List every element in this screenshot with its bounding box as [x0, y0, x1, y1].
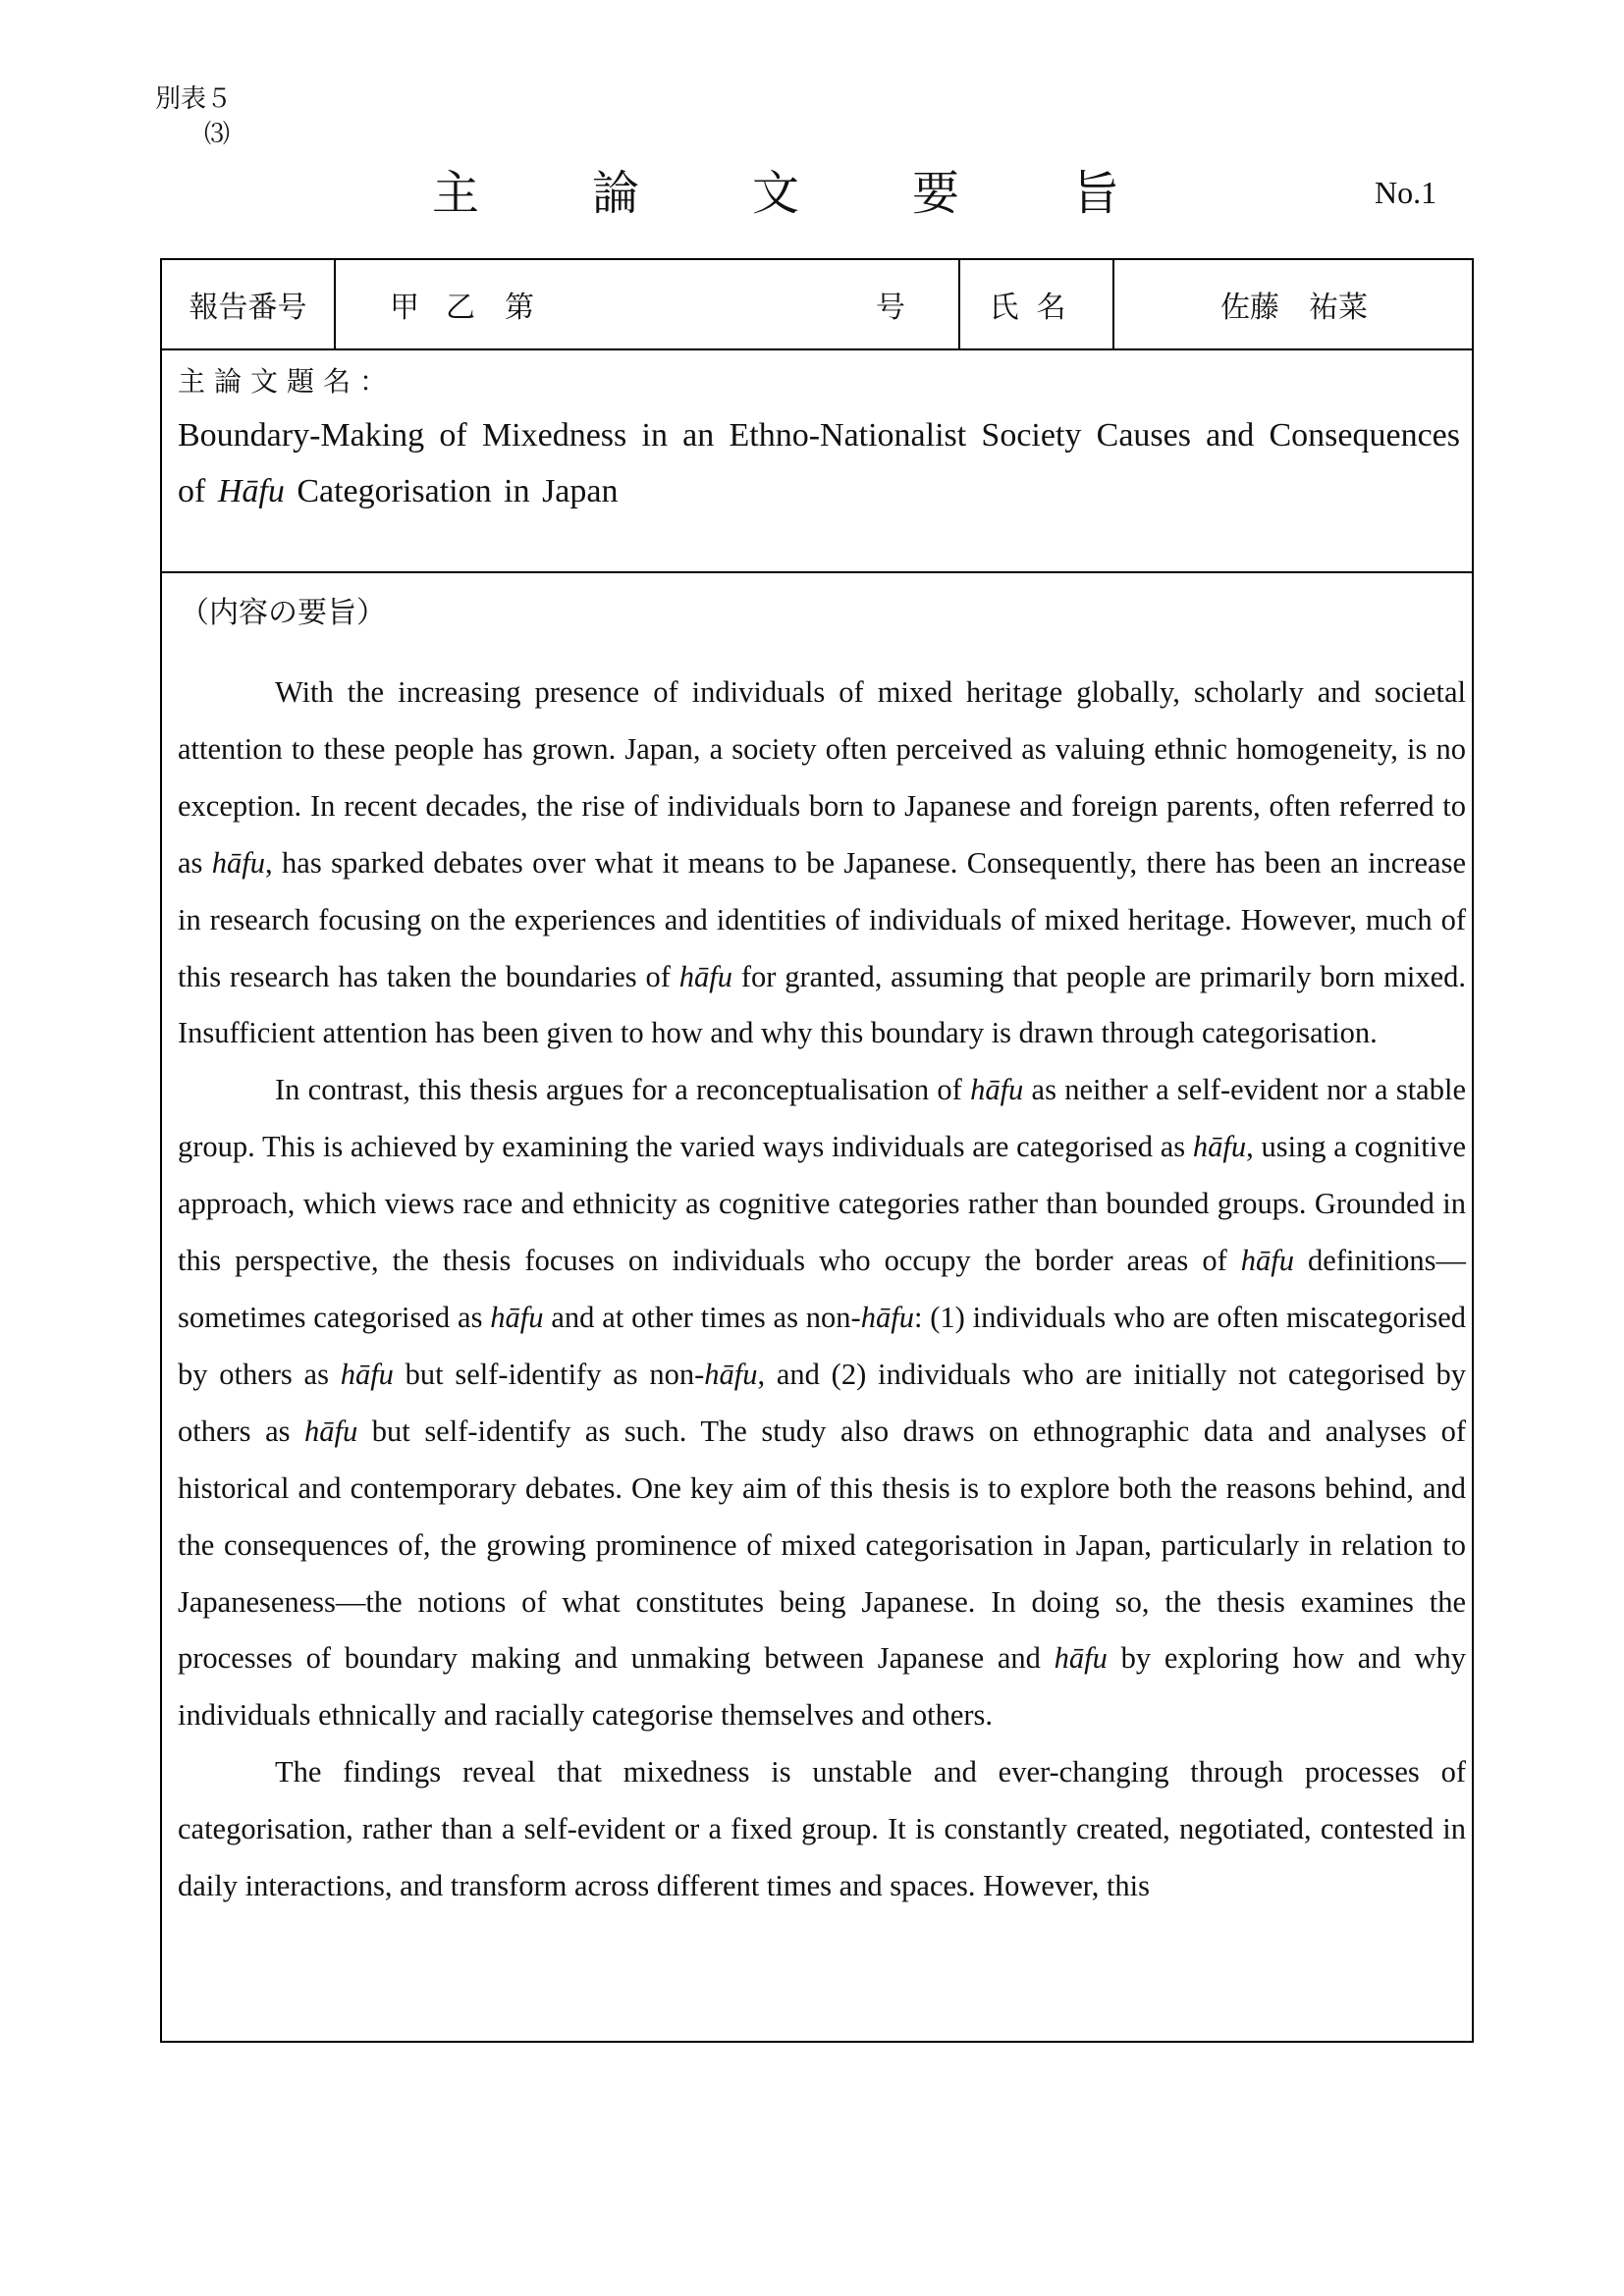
text-run: and at other times as non- — [543, 1300, 861, 1334]
abstract-body — [178, 665, 1466, 1915]
text-run: : (1) individuals who are often miscategorised by others as — [178, 1300, 1466, 1391]
italic-term: hāfu — [490, 1300, 544, 1334]
italic-term: hāfu — [1192, 1130, 1247, 1164]
main-title-char: 文 — [751, 166, 799, 221]
summary-label: （内容の要旨） — [180, 596, 386, 630]
summary-form — [160, 258, 1474, 2043]
page-number: No.1 — [1375, 175, 1437, 210]
report-kou: 甲 — [390, 291, 419, 325]
document-label: 別表５ — [155, 84, 233, 113]
text-run: , has sparked debates over what it means to be Japanese. Consequently, there has been an increase in research focusing on the experiences and identities of individuals of mixed heritage. However, much of this research has taken the boundaries of — [178, 845, 1466, 993]
thesis-title-section — [162, 350, 1472, 573]
name-label: 氏名 — [960, 260, 1114, 348]
name-value: 佐藤 祐菜 — [1220, 291, 1368, 325]
main-title — [432, 155, 1119, 223]
italic-term: hāfu — [340, 1357, 394, 1391]
text-run: , using a cognitive approach, which views race and ethnicity as cognitive categories rather than bounded groups. Grounded in this perspective, the thesis focuses on individuals who occupy the border areas of — [178, 1130, 1466, 1278]
report-go: 号 — [876, 291, 905, 325]
report-number-label: 報告番号 — [162, 260, 336, 348]
abstract-paragraph — [178, 1744, 1466, 1915]
main-title-char: 旨 — [1071, 166, 1119, 221]
text-run: , and (2) individuals who are initially not categorised by others as — [178, 1357, 1466, 1448]
thesis-title-part1: Boundary-Making of Mixedness in an Ethno-Nationalist Society Causes and Consequences of — [178, 417, 1460, 509]
abstract-paragraph — [178, 1062, 1466, 1744]
thesis-title-part2: Categorisation in Japan — [284, 473, 619, 509]
report-otsu: 乙 — [446, 291, 475, 325]
text-run: With the increasing presence of individuals of mixed heritage globally, scholarly and societal attention to these people has grown. Japan, a society often perceived as valuing ethnic homogeneity, is no exception. In recent decades, the rise of individuals born to Japanese and foreign parents, often referred to as — [178, 675, 1466, 880]
thesis-title — [178, 407, 1460, 519]
thesis-title-label: 主論文題名： — [178, 365, 397, 398]
thesis-title-italic: Hāfu — [217, 473, 285, 509]
text-run: In contrast, this thesis argues for a reconceptualisation of — [275, 1073, 971, 1107]
italic-term: hāfu — [704, 1357, 758, 1391]
main-title-char: 要 — [911, 166, 959, 221]
italic-term: hāfu — [1240, 1244, 1294, 1278]
text-run: by exploring how and why individuals ethnically and racially categorise themselves and others. — [178, 1641, 1467, 1733]
italic-term: hāfu — [211, 845, 266, 880]
text-run: The findings reveal that mixedness is unstable and ever-changing through processes of categorisation, rather than a self-evident or a fixed group. It is constantly created, negotiated, contested in daily interactions, and transform across different times and spaces. However, this — [178, 1755, 1466, 1903]
italic-term: hāfu — [1054, 1641, 1108, 1676]
document-sub-number: ⑶ — [204, 120, 231, 148]
main-title-char: 論 — [591, 166, 639, 221]
report-number-field — [336, 260, 960, 348]
main-title-char: 主 — [432, 166, 480, 221]
text-run: as neither a self-evident nor a stable group. This is achieved by examining the varied ways individuals are categorised as — [178, 1073, 1466, 1164]
abstract-paragraph — [178, 665, 1466, 1062]
text-run: but self-identify as non- — [393, 1357, 705, 1391]
italic-term: hāfu — [860, 1300, 914, 1334]
italic-term: hāfu — [678, 959, 732, 993]
header-row — [162, 260, 1472, 350]
text-run: definitions—sometimes categorised as — [178, 1244, 1466, 1334]
text-run: but self-identify as such. The study also draws on ethnographic data and analyses of historical and contemporary debates. One key aim of this thesis is to explore both the reasons behind, and the consequences of, the growing prominence of mixed categorisation in Japan, particularly in relation to Japaneseness—the notions of what constitutes being Japanese. In doing so, the thesis examines the processes of boundary making and unmaking between Japanese and — [178, 1414, 1466, 1676]
report-dai: 第 — [505, 291, 534, 325]
text-run: for granted, assuming that people are primarily born mixed. Insufficient attention has been given to how and why this boundary is drawn through categorisation. — [178, 959, 1466, 1050]
italic-term: hāfu — [970, 1073, 1024, 1107]
italic-term: hāfu — [304, 1414, 358, 1448]
